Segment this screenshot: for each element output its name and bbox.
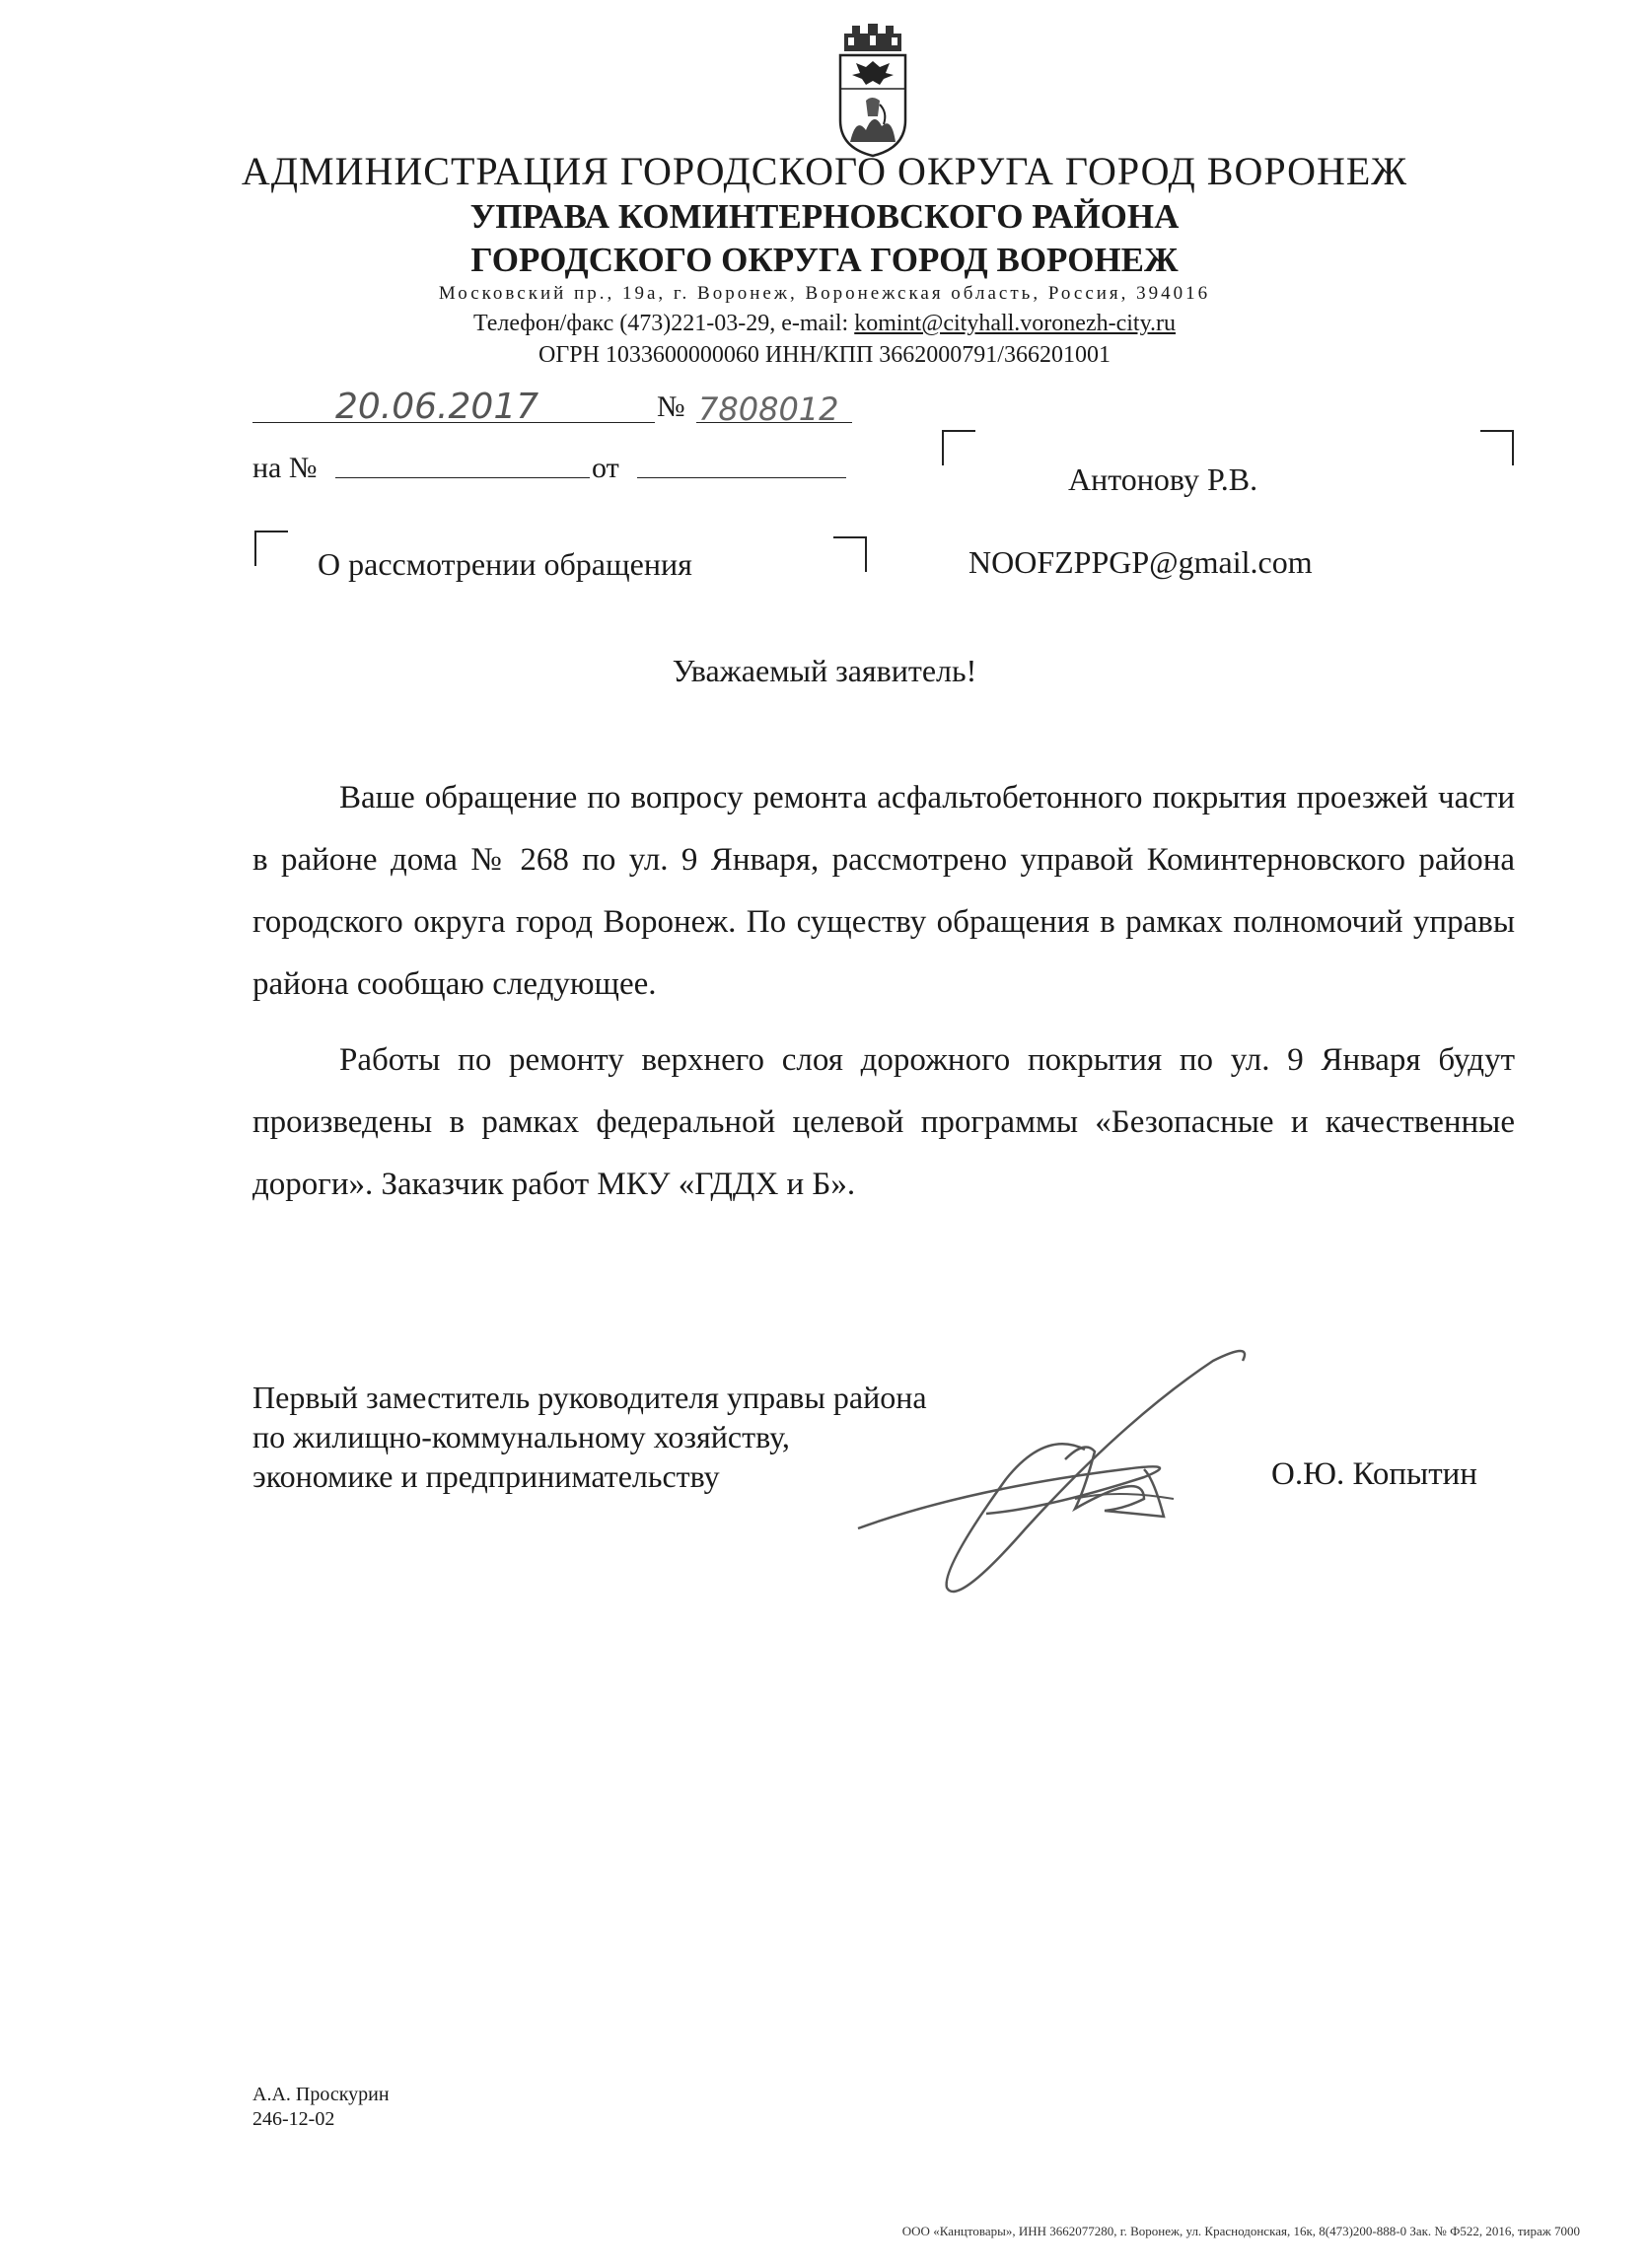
from-line: [637, 477, 846, 478]
number-handwritten: 7808012: [698, 390, 839, 428]
signatory-title-line2: по жилищно-коммунальному хозяйству,: [252, 1419, 790, 1454]
contact-prefix: Телефон/факс (473)221-03-29, e-mail:: [472, 311, 855, 336]
recipient-name: Антонову Р.В.: [1068, 461, 1258, 497]
greeting: Уважаемый заявитель!: [672, 653, 977, 688]
org-title-line3: ГОРОДСКОГО ОКРУГА ГОРОД ВОРОНЕЖ: [470, 241, 1179, 279]
signatory-title-line3: экономике и предпринимательству: [252, 1458, 720, 1494]
from-label: от: [592, 452, 619, 484]
org-registration: ОГРН 1033600000060 ИНН/КПП 3662000791/366201001: [538, 342, 1111, 368]
subject-corner-right: [833, 536, 867, 572]
signatory-title-line1: Первый заместитель руководителя управы района: [252, 1380, 927, 1415]
org-email-link[interactable]: komint@cityhall.voronezh-city.ru: [854, 311, 1177, 336]
signatory-name: О.Ю. Копытин: [1271, 1456, 1477, 1492]
body-paragraph-2: Работы по ремонту верхнего слоя дорожного покрытия по ул. 9 Января будут произведены в рамках федеральной целевой программы «Безопасные и качественные дороги». Заказчик работ МКУ «ГДДХ и Б».: [252, 1042, 1515, 1202]
coat-of-arms-icon: [836, 22, 909, 160]
org-address: Московский пр., 19а, г. Воронеж, Воронежская область, Россия, 394016: [438, 283, 1211, 304]
reply-to-line: [335, 477, 590, 478]
recipient-email: NOOFZPPGP@gmail.com: [968, 544, 1313, 580]
signature-icon: [848, 1341, 1262, 1617]
org-title-line2: УПРАВА КОМИНТЕРНОВСКОГО РАЙОНА: [469, 197, 1180, 236]
subject-corner-left: [254, 531, 288, 566]
org-title-line1: АДМИНИСТРАЦИЯ ГОРОДСКОГО ОКРУГА ГОРОД ВОРОНЕЖ: [241, 149, 1408, 193]
executor-block: [252, 2083, 390, 2132]
executor-phone: 246-12-02: [252, 2108, 335, 2130]
print-footer: ООО «Канцтовары», ИНН 3662077280, г. Воронеж, ул. Краснодонская, 16к, 8(473)200-888-0 Зак. № Ф522, 2016, тираж 7000: [901, 2224, 1580, 2238]
recipient-corner-right: [1480, 430, 1514, 465]
number-label: №: [657, 390, 685, 423]
org-contact: [0, 311, 1649, 337]
reply-to-label: на №: [252, 452, 318, 484]
executor-name: А.А. Проскурин: [252, 2084, 390, 2105]
recipient-corner-left: [942, 430, 975, 465]
body-paragraph-1: Ваше обращение по вопросу ремонта асфальтобетонного покрытия проезжей части в районе дома № 268 по ул. 9 Января, рассмотрено управой Коминтерновского района городского округа город Воронеж. По существу обращения в рамках полномочий управы района сообщаю следующее.: [252, 780, 1515, 1002]
date-handwritten: 20.06.2017: [335, 387, 539, 427]
subject-text: О рассмотрении обращения: [318, 546, 692, 582]
